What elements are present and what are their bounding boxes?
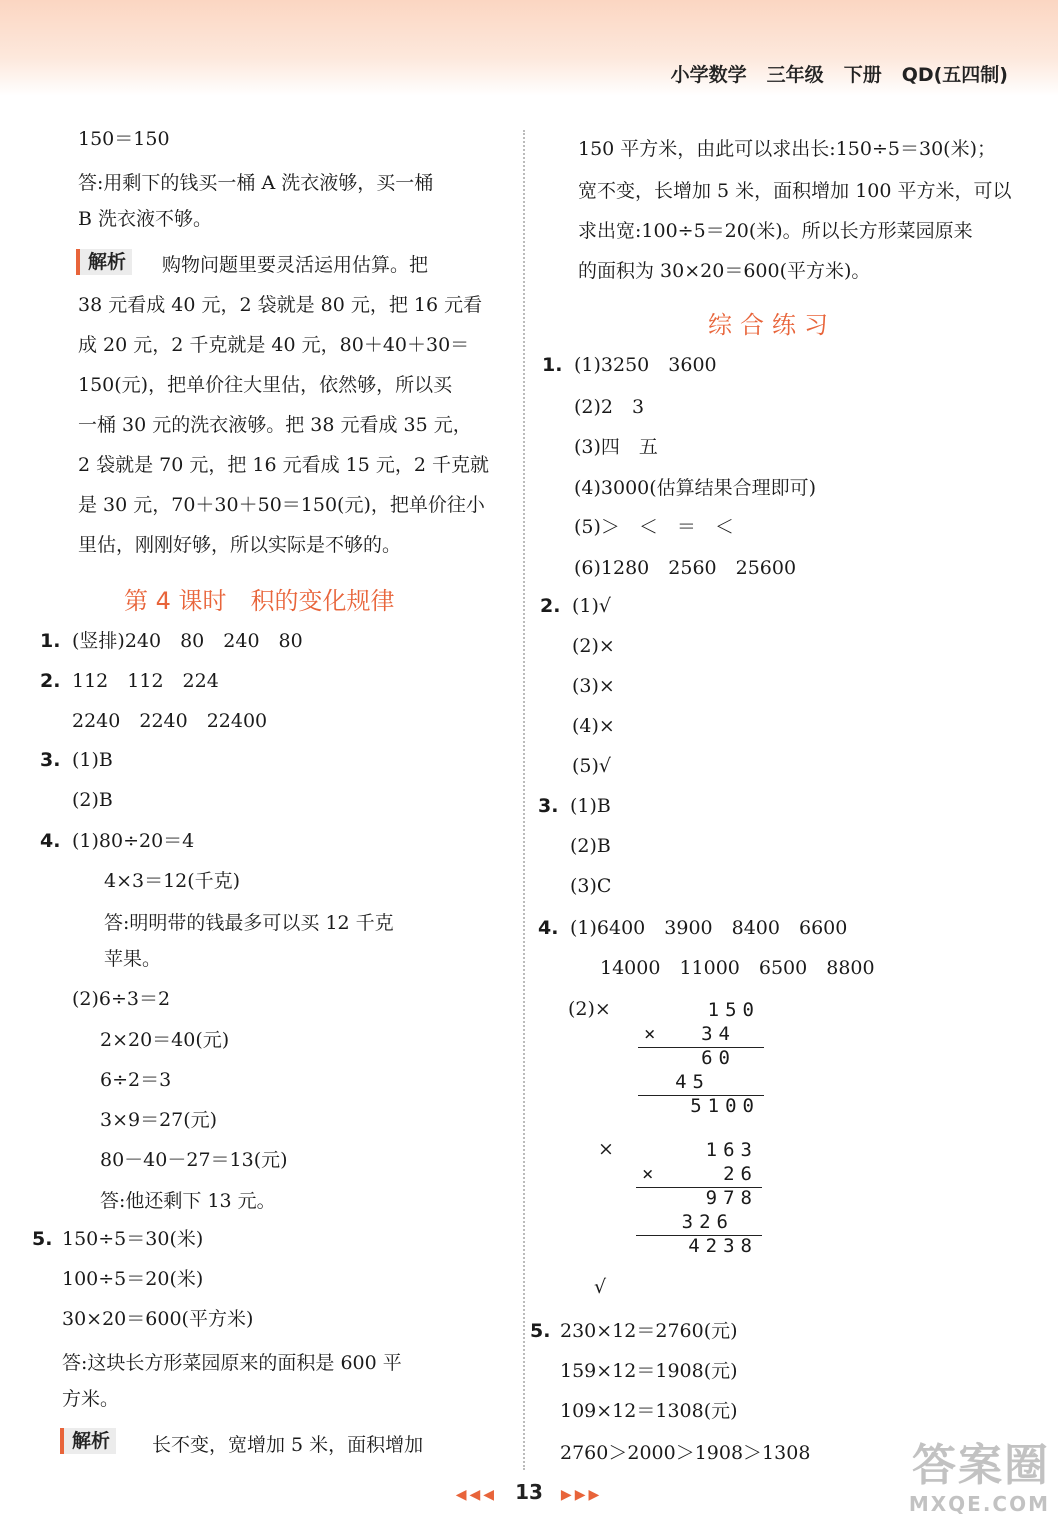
answer-line: (3)C <box>570 875 612 897</box>
multiplier: 26 <box>723 1163 758 1185</box>
partial-product: 45 <box>675 1071 710 1093</box>
analysis-text: 150 平方米，由此可以求出长:150÷5＝30(米)； <box>578 138 996 160</box>
header-edition: QD(五四制) <box>901 64 1008 86</box>
multiplicand: 163 <box>705 1139 758 1161</box>
analysis-text: 成 20 元，2 千克就是 40 元，80＋40＋30＝ <box>78 334 470 356</box>
answer-line: (4)3000(估算结果合理即可) <box>574 477 817 499</box>
prev-arrows-icon: ◀◀◀ <box>455 1487 498 1503</box>
answer-line: (4)× <box>572 715 615 737</box>
answer-line: 30×20＝600(平方米) <box>62 1308 254 1330</box>
answer-line: 159×12＝1908(元) <box>560 1360 738 1382</box>
section-title-lesson4: 第 4 课时 积的变化规律 <box>124 587 395 615</box>
answer-line: 3×9＝27(元) <box>100 1109 218 1131</box>
answer-line: 109×12＝1308(元) <box>560 1400 738 1422</box>
answer-line: 2240 2240 22400 <box>72 710 268 732</box>
answer-line: (2)2 3 <box>574 396 645 418</box>
answer-line: 答:他还剩下 13 元。 <box>100 1190 276 1212</box>
header-volume: 下册 <box>843 64 882 86</box>
answer-line: B 洗衣液不够。 <box>78 208 213 230</box>
analysis-text: 长不变，宽增加 5 米，面积增加 <box>152 1434 424 1456</box>
header-grade: 三年级 <box>766 64 824 86</box>
answer-line: 答:用剩下的钱买一桶 A 洗衣液够，买一桶 <box>78 172 434 194</box>
watermark-url: MXQE.COM <box>908 1492 1050 1516</box>
product: 5100 <box>690 1095 760 1117</box>
analysis-text: 2 袋就是 70 元，把 16 元看成 15 元，2 千克就 <box>78 454 490 476</box>
answer-line: (6)1280 2560 25600 <box>574 557 797 579</box>
partial-product: 60 <box>701 1047 736 1069</box>
question-number: 5. <box>530 1320 551 1342</box>
question-number: 2. <box>540 595 561 617</box>
answer-line: 2×20＝40(元) <box>100 1029 230 1051</box>
question-number: 3. <box>40 749 61 771</box>
multiplier: 34 <box>701 1023 736 1045</box>
multiply-sign: × <box>642 1163 654 1185</box>
book-header <box>651 60 1008 87</box>
answer-line: 2760＞2000＞1908＞1308 <box>560 1442 811 1464</box>
answer-line: 苹果。 <box>104 948 162 970</box>
analysis-tag: 解析 <box>60 1428 116 1454</box>
answer-line: 14000 11000 6500 8800 <box>600 957 875 979</box>
analysis-text: 一桶 30 元的洗衣液够。把 38 元看成 35 元， <box>78 414 472 436</box>
question-number: 5. <box>32 1228 53 1250</box>
section-title-review: 综合练习 <box>708 311 836 339</box>
header-subject: 小学数学 <box>670 64 747 86</box>
answer-line: 答:明明带的钱最多可以买 12 千克 <box>104 912 394 934</box>
answer-line: 6÷2＝3 <box>100 1069 172 1091</box>
answer-line: (2)B <box>570 835 611 857</box>
answer-line: 答:这块长方形菜园原来的面积是 600 平 <box>62 1352 402 1374</box>
answer-line: 方米。 <box>62 1388 120 1410</box>
next-arrows-icon: ▶▶▶ <box>560 1487 603 1503</box>
answer-line: 4×3＝12(千克) <box>104 870 241 892</box>
answer-line: (1)6400 3900 8400 6600 <box>570 917 848 939</box>
answer-line: (5)√ <box>572 755 612 777</box>
answer-line: (3)四 五 <box>574 436 658 458</box>
answer-line: 150＝150 <box>78 128 170 150</box>
vertical-multiplication <box>638 998 764 1122</box>
product: 4238 <box>688 1235 758 1257</box>
question-number: 4. <box>538 917 559 939</box>
partial-product: 978 <box>705 1187 758 1209</box>
analysis-text: 宽不变，长增加 5 米，面积增加 100 平方米，可以 <box>578 180 1012 202</box>
answer-line: (5)＞ ＜ ＝ ＜ <box>574 516 734 538</box>
answer-line: (1)√ <box>572 595 612 617</box>
column-divider <box>523 130 525 1470</box>
analysis-text: 求出宽:100÷5＝20(米)。所以长方形菜园原来 <box>578 220 973 242</box>
answer-line: 80－40－27＝13(元) <box>100 1149 288 1171</box>
answer-line: 150÷5＝30(米) <box>62 1228 204 1250</box>
answer-line: 112 112 224 <box>72 670 219 692</box>
answer-line: (2)6÷3＝2 <box>72 988 171 1010</box>
question-number: 4. <box>40 830 61 852</box>
analysis-tag: 解析 <box>76 249 132 275</box>
answer-line: (1)B <box>72 749 113 771</box>
analysis-text: 150(元)，把单价往大里估，依然够，所以买 <box>78 374 453 396</box>
multiplicand: 150 <box>707 999 760 1021</box>
judgement-mark: × <box>598 1138 614 1160</box>
watermark-logo <box>890 1440 1050 1530</box>
answer-line: (2)B <box>72 789 113 811</box>
answer-line: (1)3250 3600 <box>574 354 717 376</box>
vertical-multiplication <box>636 1138 762 1262</box>
answer-line: (1)B <box>570 795 611 817</box>
multiply-sign: × <box>644 1023 656 1045</box>
answer-line: (竖排)240 80 240 80 <box>72 630 303 652</box>
question-number: 2. <box>40 670 61 692</box>
analysis-text: 里估，刚刚好够，所以实际是不够的。 <box>78 534 402 556</box>
partial-product: 326 <box>681 1211 734 1233</box>
answer-line: 100÷5＝20(米) <box>62 1268 204 1290</box>
analysis-text: 是 30 元，70＋30＋50＝150(元)，把单价往小 <box>78 494 485 516</box>
answer-line: (2)× <box>568 998 611 1020</box>
answer-line: (1)80÷20＝4 <box>72 830 195 852</box>
answer-line: (2)× <box>572 635 615 657</box>
question-number: 1. <box>542 354 563 376</box>
question-number: 3. <box>538 795 559 817</box>
page-number: 13 <box>515 1480 543 1504</box>
judgement-mark: √ <box>594 1276 607 1298</box>
question-number: 1. <box>40 630 61 652</box>
watermark-text: 答案圈 <box>912 1440 1050 1491</box>
analysis-text: 购物问题里要灵活运用估算。把 <box>162 254 429 276</box>
analysis-text: 的面积为 30×20＝600(平方米)。 <box>578 260 871 282</box>
answer-line: (3)× <box>572 675 615 697</box>
analysis-text: 38 元看成 40 元，2 袋就是 80 元，把 16 元看 <box>78 294 483 316</box>
answer-line: 230×12＝2760(元) <box>560 1320 738 1342</box>
